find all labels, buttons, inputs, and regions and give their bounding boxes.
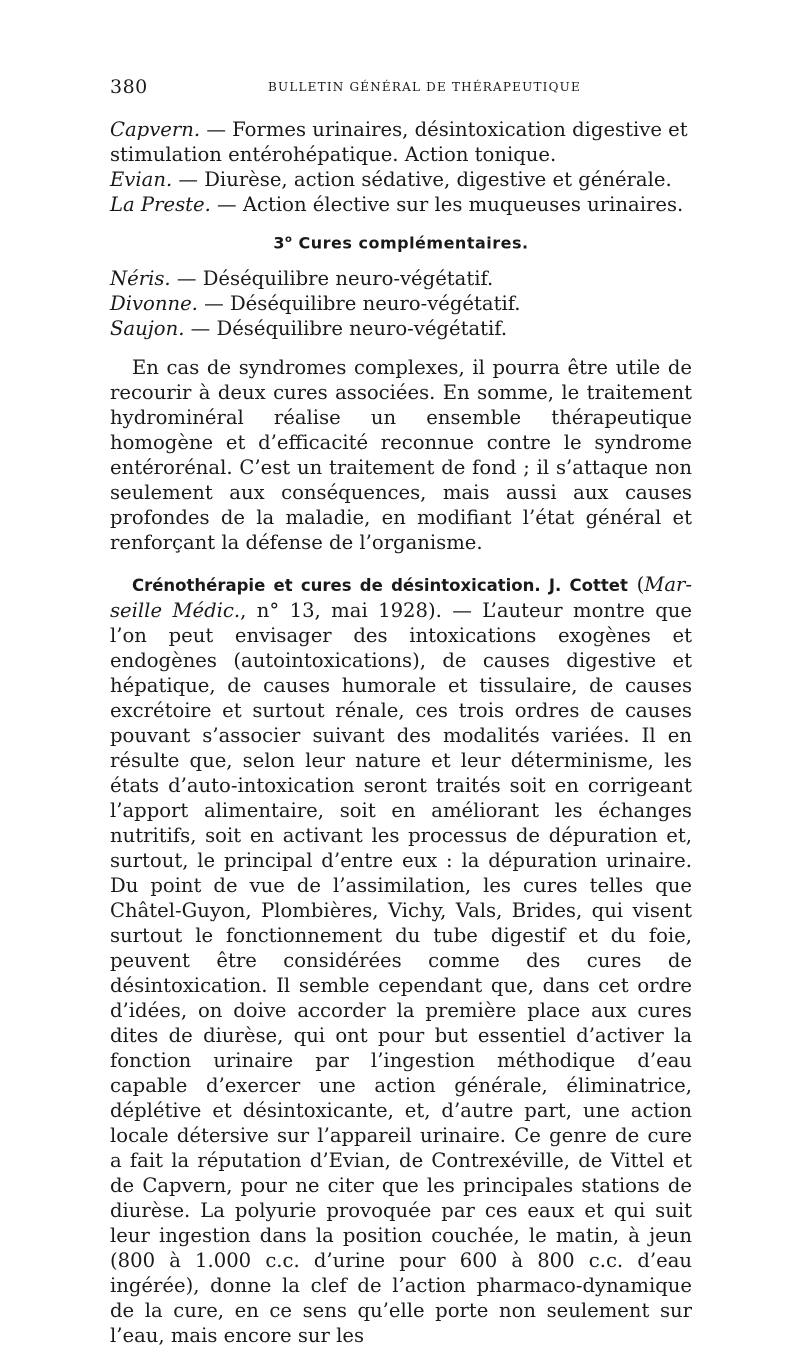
entry-neris bbox=[110, 266, 692, 291]
entry-capvern bbox=[110, 117, 692, 167]
entry-text: — Diurèse, action sédative, digestive et générale. bbox=[172, 168, 672, 191]
section-title: Cures complémentaires. bbox=[292, 233, 529, 253]
citation-open: ( bbox=[627, 573, 645, 597]
citation-details: , n° 13, mai 1928). bbox=[240, 599, 442, 623]
entry-divonne bbox=[110, 291, 692, 316]
section-heading bbox=[110, 227, 692, 255]
entry-name: Evian. bbox=[110, 168, 173, 191]
entry-evian bbox=[110, 167, 692, 192]
entry-text: — Déséquilibre neuro-végétatif. bbox=[170, 267, 494, 291]
entry-name: Capvern. bbox=[110, 118, 201, 141]
entry-name: Néris. bbox=[110, 267, 171, 291]
page-body bbox=[110, 117, 692, 1348]
running-title: BULLETIN GÉNÉRAL DE THÉRAPEUTIQUE bbox=[268, 80, 581, 94]
article-text: — L’auteur montre que l’on peut envisager des intoxications exogènes et endogènes (autointoxications), de causes digestive et hépatique, de causes humorale et tissulaire, de causes excrétoire et surtout rénale, ces trois ordres de causes pouvant s’associer suivant des modalités variées. Il en résulte que, selon leur nature et leur déterminisme, les états d’auto-intoxication seront traités soit en corrigeant l’apport alimentaire, soit en améliorant les échanges nutritifs, soit en activant les processus de dépuration et, surtout, le principal d’entre eux : la dépuration urinaire. Du point de vue de l’assimilation, les cures telles que Châtel-Guyon, Plombières, Vichy, Vals, Brides, qui visent surtout le fonctionnement du tube digestif et du foie, peuvent être considérées comme des cures de désintoxication. Il semble cependant que, dans cet ordre d’idées, on doive accorder la première place aux cures dites de diurèse, qui ont pour but essentiel d’activer la fonction urinaire par l’ingestion méthodique d’eau capable d’exercer une action générale, éliminatrice, déplétive et désintoxicante, et, d’autre part, une action locale détersive sur l’appareil urinaire. Ce genre de cure a fait la réputation d’Evian, de Contrexéville, de Vittel et de Capvern, pour ne citer que les principales stations de diurèse. La polyurie provoquée par ces eaux et qui suit leur ingestion dans la position couchée, le matin, à jeun (800 à 1.000 c.c. d’urine pour 600 à 800 c.c. d’eau ingérée), donne la clef de l’action pharmaco-dynamique de la cure, en ce sens qu’elle porte non seulement sur l’eau, mais encore sur les bbox=[110, 599, 693, 1348]
paragraph-syndromes: En cas de syndromes complexes, il pourra être utile de recourir à deux cures associées. En somme, le traitement hydrominéral réalise un ensemble thérapeutique homogène et d’efficacité reconnue contre le syndrome entérorénal. C’est un traitement de fond ; il s’attaque non seulement aux conséquences, mais aussi aux causes profondes de la maladie, en modifiant l’état général et renforçant la défense de l’organisme. bbox=[110, 356, 692, 555]
section-superscript: o bbox=[285, 234, 293, 245]
entry-name: Saujon. bbox=[110, 317, 185, 341]
entry-saujon bbox=[110, 316, 692, 341]
page-number: 380 bbox=[110, 76, 148, 98]
entry-la-preste bbox=[110, 192, 692, 217]
entry-text: — Déséquilibre neuro-végétatif. bbox=[184, 317, 508, 341]
entry-text: — Formes urinaires, désintoxication digestive et stimulation entérohépatique. Action tonique. bbox=[110, 118, 688, 166]
section-number: 3 bbox=[273, 233, 286, 253]
article-title: Crénothérapie et cures de désintoxication. J. Cottet bbox=[132, 576, 628, 596]
page-header bbox=[110, 76, 700, 100]
paragraph-crenotherapie bbox=[110, 572, 692, 1348]
entry-name: La Preste. bbox=[110, 193, 211, 216]
entry-name: Divonne. bbox=[110, 292, 198, 316]
journal-name: Marseille Médic. bbox=[110, 573, 692, 623]
entry-text: — Action élective sur les muqueuses urinaires. bbox=[210, 193, 684, 216]
entry-text: — Déséquilibre neuro-végétatif. bbox=[197, 292, 521, 316]
